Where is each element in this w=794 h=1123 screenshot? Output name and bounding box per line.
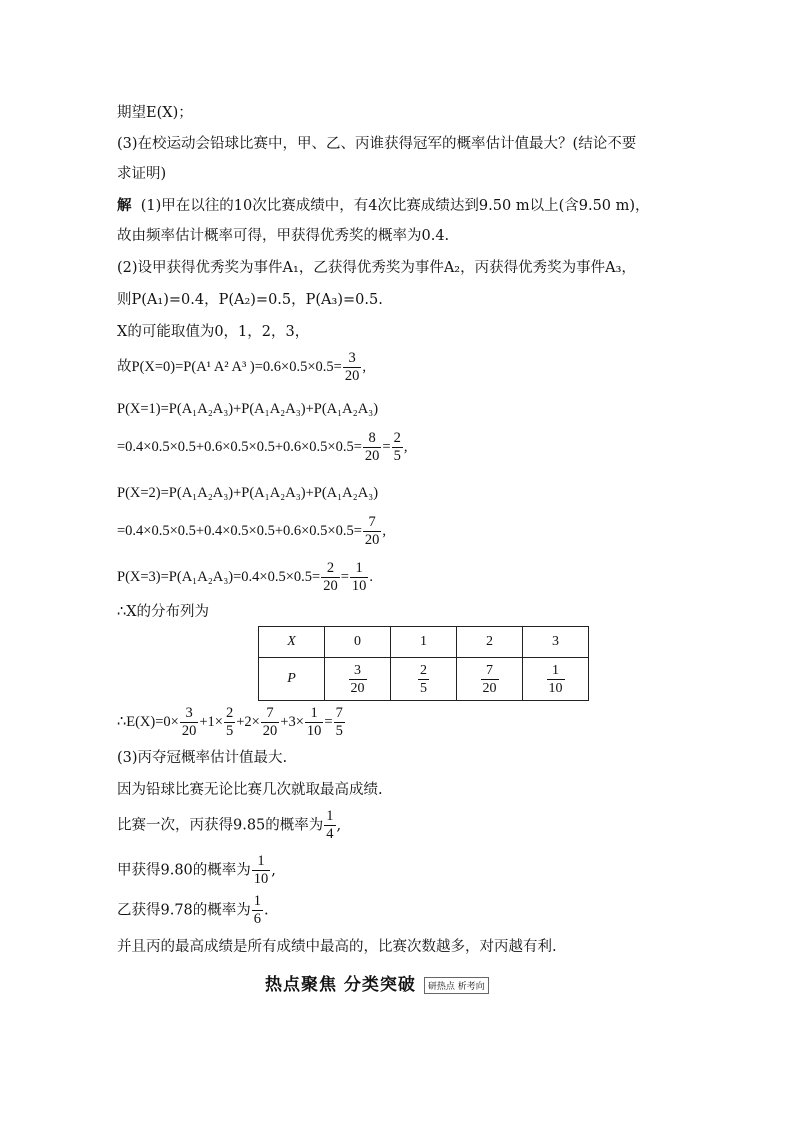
distribution-table	[258, 626, 589, 701]
text-line-question-3: (3)在校运动会铅球比赛中，甲、乙、丙谁获得冠军的概率估计值最大？(结论不要	[117, 136, 637, 152]
table-cell	[523, 658, 589, 701]
equation-text: =0.4×0.5×0.5+0.4×0.5×0.5+0.6×0.5×0.5=	[117, 522, 362, 539]
text-line-yi: 乙获得9.78的概率为 $\frac{1}{6}$ .	[117, 893, 269, 927]
fraction-2-5: $\frac{2}{5}$	[393, 430, 401, 464]
table-cell: 1	[391, 627, 457, 658]
text-line-probabilities: 则P(A₁)=0.4，P(A₂)=0.5，P(A₃)=0.5.	[117, 292, 383, 308]
equation-p-x-1: P(X=1)=P(A₁A₂A₃)+P(A₁A₂A₃)+P(A₁A₂A₃)	[117, 401, 379, 417]
text-line-expectation: 期望E(X)；	[117, 105, 193, 121]
sentence-text: 甲获得9.80的概率为	[117, 862, 251, 879]
section-heading	[265, 970, 489, 995]
fraction-cell: $\frac{3}{20}$	[350, 662, 365, 696]
text-line-solution-1-cont: 故由频率估计概率可得，甲获得优秀奖的概率为0.4.	[117, 228, 450, 244]
table-cell: 2	[457, 627, 523, 658]
fraction-7-5: $\frac{7}{5}$	[335, 705, 343, 739]
text-line-distribution: ∴X的分布列为	[117, 604, 210, 620]
fraction-3-20: $\frac{3}{20}$	[344, 350, 360, 384]
text-line-bing: 比赛一次，丙获得9.85的概率为 $\frac{1}{4}$ ,	[117, 808, 342, 842]
solution-part-1: (1)甲在以往的10次比赛成绩中，有4次比赛成绩达到9.50 m以上(含9.50 m)，	[140, 198, 650, 214]
fraction-2-5: $\frac{2}{5}$	[225, 705, 234, 739]
fraction-3-20: $\frac{3}{20}$	[181, 705, 197, 739]
section-badge: 研热点 析考向	[424, 977, 489, 994]
equation-p-x-2-value: =0.4×0.5×0.5+0.4×0.5×0.5+0.6×0.5×0.5= $\frac{7}{20}$ ,	[117, 514, 387, 548]
equation-p-x-1-value: =0.4×0.5×0.5+0.6×0.5×0.5+0.6×0.5×0.5= $\frac{8}{20}$ = $\frac{2}{5}$ ,	[117, 430, 408, 464]
text-line-jia: 甲获得9.80的概率为 $\frac{1}{10}$ ,	[117, 853, 276, 887]
equation-p-x-0: 故P(X=0)=P(A¹ A² A³ )=0.6×0.5×0.5= $\frac{3}{20}$ ,	[117, 350, 366, 384]
equation-text: P(X=3)=P(A₁A₂A₃)=0.4×0.5×0.5=	[117, 568, 321, 585]
text-line-solution-2: (2)设甲获得优秀奖为事件A₁，乙获得优秀奖为事件A₂，丙获得优秀奖为事件A₃，	[117, 260, 636, 276]
fraction-2-20: $\frac{2}{20}$	[323, 560, 338, 594]
equation-expectation: ∴E(X)=0× $\frac{3}{20}$ +1× $\frac{2}{5}$ +2× $\frac{7}{20}$ +3× $\frac{1}{10}$ = $\frac{7}{5}$	[117, 705, 343, 739]
solution-label: 解	[117, 197, 132, 214]
equation-p-x-3: P(X=3)=P(A₁A₂A₃)=0.4×0.5×0.5= $\frac{2}{20}$ = $\frac{1}{10}$ .	[117, 560, 373, 594]
text-line-answer-3: (3)丙夺冠概率估计值最大.	[117, 750, 288, 766]
table-row-p	[259, 658, 589, 701]
equation-text: =0.4×0.5×0.5+0.6×0.5×0.5+0.6×0.5×0.5=	[117, 438, 362, 455]
text-line-conclusion: 并且丙的最高成绩是所有成绩中最高的，比赛次数越多，对丙越有利.	[117, 939, 557, 955]
table-cell: X	[259, 627, 325, 658]
fraction-1-10: $\frac{1}{10}$	[306, 705, 322, 739]
fraction-7-20: $\frac{7}{20}$	[364, 514, 380, 548]
section-heading-text: 热点聚焦 分类突破	[265, 975, 416, 995]
fraction-8-20: $\frac{8}{20}$	[364, 430, 380, 464]
table-cell: 0	[325, 627, 391, 658]
equation-text: 故P(X=0)=P(A¹ A² A³ )=0.6×0.5×0.5=	[117, 358, 342, 375]
fraction-cell: $\frac{1}{10}$	[548, 662, 563, 696]
sentence-text: 比赛一次，丙获得9.85的概率为	[117, 817, 324, 834]
fraction-1-6: $\frac{1}{6}$	[253, 893, 262, 927]
table-cell: P	[259, 658, 325, 701]
equation-p-x-2: P(X=2)=P(A₁A₂A₃)+P(A₁A₂A₃)+P(A₁A₂A₃)	[117, 485, 379, 501]
table-cell	[391, 658, 457, 701]
text-line-question-3-cont: 求证明)	[117, 166, 167, 182]
text-line-solution-1	[117, 196, 650, 216]
table-row-x	[259, 627, 589, 658]
fraction-cell: $\frac{7}{20}$	[482, 662, 497, 696]
fraction-cell: $\frac{2}{5}$	[420, 662, 427, 696]
fraction-1-10: $\frac{1}{10}$	[351, 560, 367, 594]
fraction-7-20: $\frac{7}{20}$	[262, 705, 278, 739]
fraction-1-10: $\frac{1}{10}$	[253, 853, 269, 887]
table-cell: 3	[523, 627, 589, 658]
sentence-text: 乙获得9.78的概率为	[117, 902, 251, 919]
text-line-x-values: X的可能取值为0，1，2，3，	[117, 324, 310, 340]
table-cell	[457, 658, 523, 701]
table-cell	[325, 658, 391, 701]
text-line-reason: 因为铅球比赛无论比赛几次就取最高成绩.	[117, 782, 383, 798]
equation-text: ∴E(X)=0×	[117, 713, 179, 730]
fraction-1-4: $\frac{1}{4}$	[326, 808, 334, 842]
